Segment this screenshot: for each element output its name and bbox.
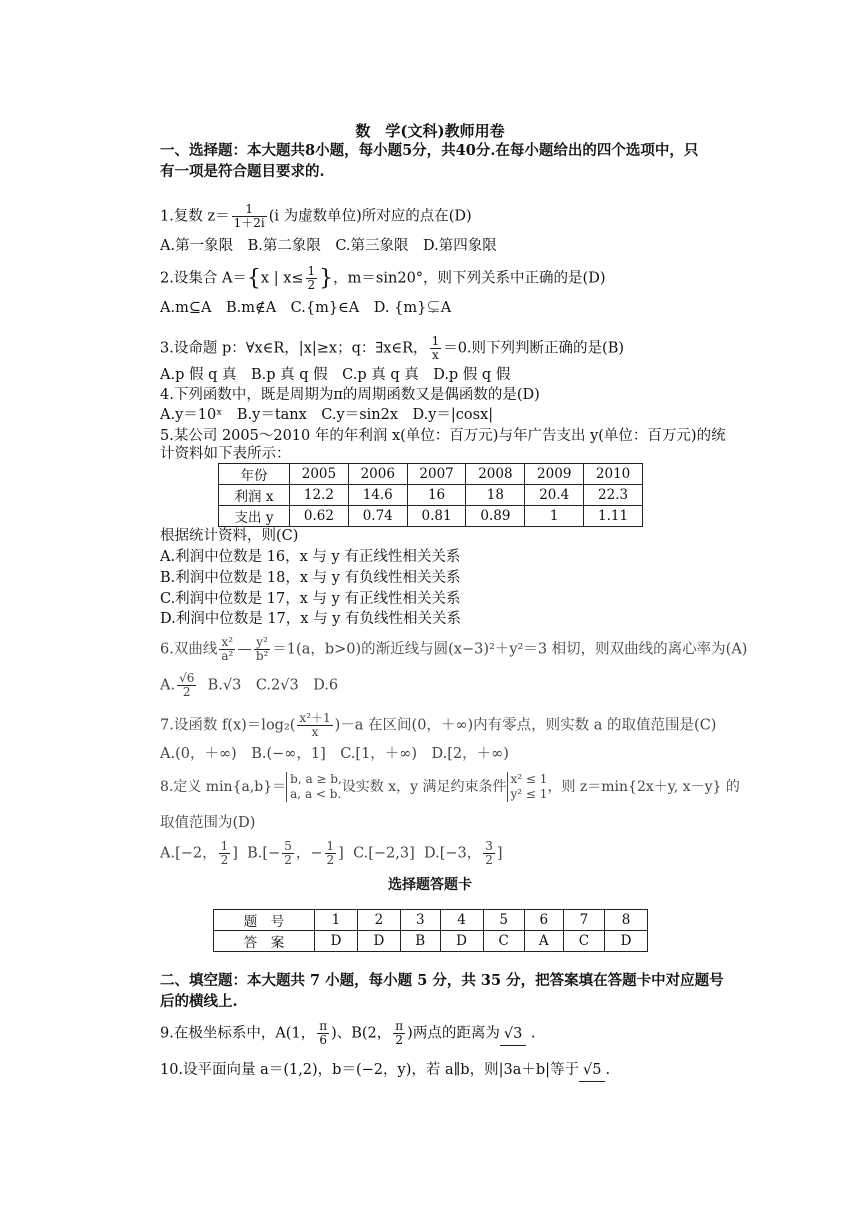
table-cell: 0.89 (466, 506, 525, 527)
answer-card-number: 4 (440, 910, 483, 931)
q5-option-d: D.利润中位数是 17，x 与 y 有负线性相关关系 (160, 611, 461, 627)
q8-cases (286, 772, 342, 802)
q6-fraction-2 (254, 636, 271, 663)
q3-options: A.p 假 q 真 B.p 真 q 假 C.p 真 q 真 D.p 假 q 假 (160, 367, 511, 383)
q8-opt-d-frac (483, 840, 495, 867)
answer-card-answer: D (440, 931, 483, 952)
answer-card-label-number: 题 号 (214, 910, 315, 931)
q3-stem-post: ＝0.则下列判断正确的是(B) (443, 340, 625, 357)
q8-opt-a-pre: A.[−2， (160, 845, 217, 862)
q8-opt-b-mid: ，− (295, 845, 323, 862)
q9-fraction-1 (317, 1020, 329, 1047)
table-cell: 20.4 (525, 485, 584, 506)
q8-opt-a-den: 2 (220, 853, 229, 867)
q2-fraction (306, 265, 318, 292)
q3-stem-pre: 3.设命题 p：∀x∈R，|x|≥x；q：∃x∈R， (160, 340, 428, 357)
q2-brace-left: { (246, 266, 261, 291)
q6-f1-den: a² (221, 649, 234, 663)
table-cell: 2009 (525, 464, 584, 485)
question-1 (160, 203, 740, 230)
q2-brace-right: } (319, 266, 334, 291)
q4-options: A.y＝10ˣ B.y＝tanx C.y＝sin2x D.y＝|cosx| (160, 407, 494, 423)
table-cell: 1.11 (584, 506, 643, 527)
q8-stem-post: ，则 z＝min{2x＋y, x－y} 的 (547, 779, 740, 795)
q8-opt-c: C.[−2,3] (353, 845, 415, 862)
q5-option-a: A.利润中位数是 16，x 与 y 有正线性相关关系 (160, 549, 461, 565)
question-4: 4.下列函数中，既是周期为π的周期函数又是偶函数的是(D) (160, 387, 540, 403)
q9-answer-blank: √3 (500, 1024, 526, 1046)
q7-stem: 7.设函数 f(x)＝log₂( (160, 717, 296, 734)
q8-opt-b-pre: B.[− (247, 845, 281, 862)
table-cell: 18 (466, 485, 525, 506)
answer-card-answer: D (604, 931, 647, 952)
q7-frac-den: x (311, 725, 319, 739)
answer-card-number: 5 (483, 910, 524, 931)
q1-frac-num: 1 (232, 203, 267, 217)
q8-opt-b-frac (282, 840, 294, 867)
table-row (219, 506, 643, 527)
q8-stem-pre: 8.定义 min{a,b}＝ (160, 779, 287, 795)
q1-fraction (232, 203, 267, 230)
answer-card-number: 2 (357, 910, 400, 931)
section1-heading (160, 140, 740, 161)
q8-opt-b-den-2: 2 (326, 853, 335, 867)
q8-opt-b-post: ] (338, 845, 344, 862)
q8-conditions (507, 772, 548, 802)
q6-opt-a-pre: A. (160, 677, 176, 694)
question-10 (160, 1060, 740, 1082)
q8-opt-d-den: 2 (485, 853, 493, 867)
q8-opt-b-den: 2 (284, 853, 292, 867)
section1-heading-line1: 一、选择题：本大题共8小题，每小题5分，共40分.在每小题给出的四个选项中，只 (160, 142, 699, 159)
answer-card-answer: D (315, 931, 358, 952)
q3-frac-den: x (431, 348, 439, 362)
q2-set-inner: x | x≤ (260, 270, 304, 287)
q9-stem-pre: 9.在极坐标系中，A(1， (160, 1025, 316, 1042)
question-5-line2: 计资料如下表所示： (160, 446, 291, 462)
q2-frac-den: 2 (307, 278, 316, 292)
q8-opt-d-pre: D.[−3， (424, 845, 482, 862)
q6-stem-pre: 6.双曲线 (160, 641, 218, 658)
question-8 (160, 772, 740, 802)
section1-heading-2 (160, 161, 740, 182)
q8-opt-a-num: 1 (220, 839, 229, 853)
answer-card-answer: D (357, 931, 400, 952)
q6-f1-num: x² (219, 636, 235, 650)
question-2 (160, 265, 740, 292)
question-9 (160, 1020, 740, 1047)
q10-stem: 10.设平面向量 a＝(1,2)，b＝(−2，y)，若 a∥b，则|3a＋b|等于 (160, 1062, 580, 1078)
q5-option-b: B.利润中位数是 18，x 与 y 有负线性相关关系 (160, 570, 461, 586)
question-5-line1: 5.某公司 2005～2010 年的年利润 x(单位：百万元)与年广告支出 y(单位：百万元)的统 (160, 428, 726, 444)
q9-fraction-2 (393, 1020, 405, 1047)
q3-frac-num: 1 (431, 334, 440, 348)
q8-stem-mid: 设实数 x，y 满足约束条件 (341, 779, 507, 795)
table-cell: 利润 x (219, 485, 290, 506)
answer-card-answer: C (483, 931, 524, 952)
table-cell: 0.74 (348, 506, 407, 527)
table-cell: 1 (525, 506, 584, 527)
q8-opt-d-post: ] (496, 845, 503, 862)
table-cell: 2006 (348, 464, 407, 485)
q7-fraction (297, 712, 332, 739)
answer-card-answer: A (524, 931, 563, 952)
q8-options (160, 840, 740, 867)
answer-card-table (213, 909, 648, 952)
answer-card-answer: C (563, 931, 604, 952)
q6-opt-a-den: 2 (182, 685, 191, 699)
q8-cond-2: y² ≤ 1 (510, 787, 548, 801)
q9-end: . (530, 1025, 536, 1042)
table-cell: 16 (407, 485, 466, 506)
q9-f2-num: π (395, 1019, 404, 1033)
section2-heading-2: 后的横线上. (160, 993, 238, 1010)
q1-options: A.第一象限 B.第二象限 C.第三象限 D.第四象限 (160, 238, 497, 254)
q8-line2: 取值范围为(D) (160, 815, 256, 831)
table-cell: 2007 (407, 464, 466, 485)
question-6 (160, 635, 748, 663)
q9-f1-num: π (319, 1019, 328, 1033)
section2-heading: 二、填空题：本大题共 7 小题，每小题 5 分，共 35 分，把答案填在答题卡中对应题号 (160, 972, 724, 989)
q6-f2-num: y² (254, 636, 271, 650)
q10-end: . (605, 1062, 611, 1078)
q6-options (160, 672, 740, 699)
q6-opt-a-num: √6 (179, 671, 195, 685)
answer-card-number-row (214, 910, 648, 931)
profit-table (218, 463, 643, 527)
q2-stem-pre: 2.设集合 A＝ (160, 270, 247, 287)
q6-options-rest: B.√3 C.2√3 D.6 (207, 677, 339, 694)
q8-opt-d-num: 3 (485, 839, 493, 853)
answer-card-number: 7 (563, 910, 604, 931)
answer-card-title: 选择题答题卡 (388, 877, 472, 893)
table-header-row (219, 464, 643, 485)
table-cell: 0.62 (290, 506, 349, 527)
q6-fraction-1 (219, 636, 235, 663)
question-3 (160, 335, 740, 362)
q7-options: A.(0，＋∞) B.(−∞，1] C.[1，＋∞) D.[2，＋∞) (160, 746, 509, 762)
page-title: 数 学(文科)教师用卷 (355, 122, 505, 140)
q5-option-c: C.利润中位数是 17，x 与 y 有正线性相关关系 (160, 591, 461, 607)
question-7 (160, 712, 740, 739)
q2-stem-post: ，m＝sin20°，则下列关系中正确的是(D) (333, 270, 606, 287)
table-cell: 年份 (219, 464, 290, 485)
answer-card-answer-row (214, 931, 648, 952)
q9-f2-den: 2 (395, 1033, 404, 1047)
table-cell: 22.3 (584, 485, 643, 506)
q6-opt-a-fraction (177, 672, 196, 699)
q1-stem-post: (i 为虚数单位)所对应的点在(D) (268, 208, 472, 225)
table-cell: 2008 (466, 464, 525, 485)
table-cell: 2010 (584, 464, 643, 485)
q8-opt-b-frac-2 (325, 840, 337, 867)
answer-card-number: 6 (524, 910, 563, 931)
q9-mid: )、B(2， (331, 1025, 392, 1042)
q7-frac-num: x²＋1 (299, 711, 331, 725)
q1-stem-pre: 1.复数 z＝ (160, 208, 230, 225)
q5-after: 根据统计资料，则(C) (160, 528, 299, 544)
q8-case-2: a, a < b. (290, 787, 342, 801)
q2-options: A.m⊆A B.m∉A C.{m}∈A D. {m}⊊A (160, 300, 452, 316)
q6-f2-den: b² (255, 649, 269, 663)
q8-opt-a-post: ] (232, 845, 238, 862)
answer-card-number: 8 (604, 910, 647, 931)
q8-cond-1: x² ≤ 1 (510, 772, 548, 786)
q9-f1-den: 6 (319, 1033, 327, 1047)
q1-frac-den: 1＋2i (233, 216, 265, 230)
q6-stem-post: ＝1(a，b>0)的渐近线与圆(x−3)²＋y²＝3 相切，则双曲线的离心率为(A) (272, 641, 748, 658)
q7-stem-post: )－a 在区间(0，＋∞)内有零点，则实数 a 的取值范围是(C) (334, 717, 717, 734)
q8-opt-b-num: 5 (284, 839, 292, 853)
section1-heading-line2: 有一项是符合题目要求的. (160, 163, 325, 180)
q8-opt-a-frac (219, 840, 231, 867)
table-cell: 12.2 (290, 485, 349, 506)
table-cell: 2005 (290, 464, 349, 485)
q8-case-1: b, a ≥ b, (290, 772, 342, 786)
table-cell: 支出 y (219, 506, 290, 527)
answer-card-answer: B (400, 931, 440, 952)
table-cell: 0.81 (407, 506, 466, 527)
table-cell: 14.6 (348, 485, 407, 506)
answer-card-number: 3 (400, 910, 440, 931)
table-row (219, 485, 643, 506)
answer-card-number: 1 (315, 910, 358, 931)
q10-answer-blank: √5 (579, 1060, 605, 1082)
q8-opt-b-num-2: 1 (326, 839, 335, 853)
answer-card-label-answer: 答 案 (214, 931, 315, 952)
q9-stem-post: )两点的距离为 (407, 1025, 500, 1042)
q3-fraction (430, 335, 442, 362)
q2-frac-num: 1 (307, 264, 316, 278)
q6-minus: — (237, 641, 252, 658)
